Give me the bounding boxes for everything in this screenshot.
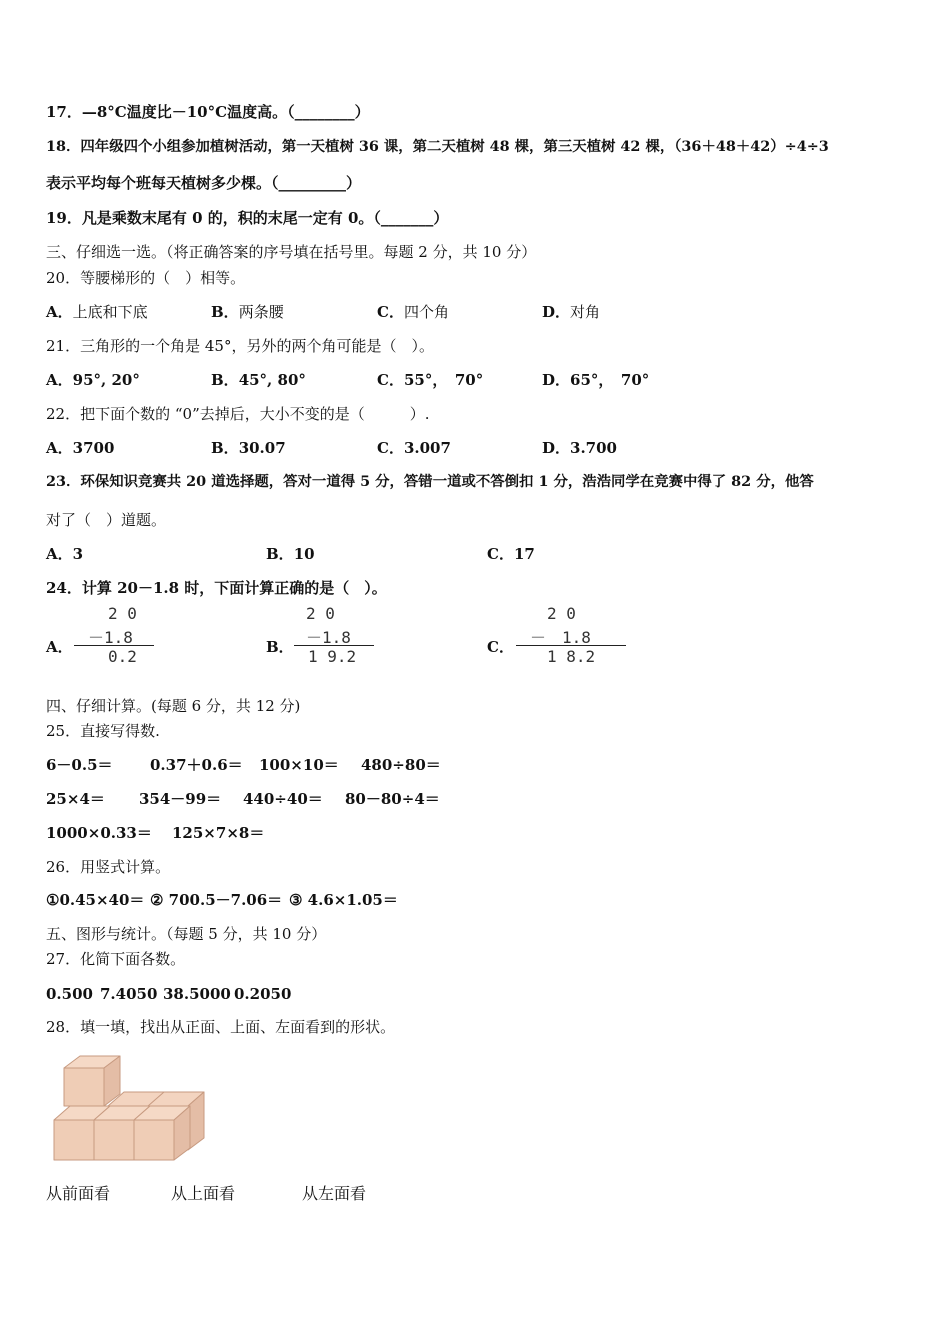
question-18-line1: 18．四年级四个小组参加植树活动，第一天植树 36 课，第二天植树 48 棵，第三天植树 42 棵，（36＋48＋42）÷4÷3 (46, 138, 829, 155)
q25-item: 100×10＝ (259, 756, 339, 774)
question-20-stem: 20．等腰梯形的（ ）相等。 (46, 269, 246, 287)
view-label-top: 从上面看 (171, 1184, 236, 1203)
question-27-stem: 27．化简下面各数。 (46, 950, 186, 968)
view-label-left: 从左面看 (302, 1184, 367, 1203)
q23-option-a: A．3 (46, 545, 84, 563)
q26-item-2: ② 700.5－7.06＝ (150, 891, 283, 909)
q25-item: 25×4＝ (46, 790, 105, 808)
q22-option-b: B．30.07 (211, 439, 286, 457)
q20-option-a: A．上底和下底 (46, 303, 148, 321)
q21-option-b: B．45°, 80° (211, 371, 306, 389)
q22-option-a: A．3700 (46, 439, 115, 457)
q21-option-d: D．65°， 70° (542, 371, 650, 389)
q20-option-c: C．四个角 (377, 303, 449, 321)
q21-option-c: C．55°， 70° (377, 371, 484, 389)
q24-b-result: 1 9.2 (308, 647, 357, 666)
question-24-stem: 24．计算 20－1.8 时，下面计算正确的是（ ）。 (46, 579, 387, 597)
q24-b-top: 2 0 (306, 604, 335, 623)
question-25-stem: 25．直接写得数. (46, 722, 160, 740)
question-28-stem: 28．填一填，找出从正面、上面、左面看到的形状。 (46, 1018, 396, 1036)
q24-c-result: 1 8.2 (547, 647, 596, 666)
q24-b-rule (294, 645, 374, 646)
q20-option-b: B．两条腰 (211, 303, 284, 321)
question-19: 19．凡是乘数末尾有 0 的，积的末尾一定有 0。（_______） (46, 209, 449, 227)
q25-item: 354－99＝ (139, 790, 222, 808)
cube-front-face (54, 1120, 94, 1160)
q24-option-c-label: C． (487, 638, 514, 656)
q24-b-subtrahend: －1.8 (306, 628, 351, 647)
q27-item: 0.500 (46, 985, 93, 1003)
q21-option-a: A．95°, 20° (46, 371, 140, 389)
question-18-line2: 表示平均每个班每天植树多少棵。（_________） (46, 174, 362, 192)
q25-item: 80－80÷4＝ (345, 790, 440, 808)
q20-option-d: D．对角 (542, 303, 601, 321)
cube-front-face (134, 1120, 174, 1160)
q25-item: 480÷80＝ (361, 756, 441, 774)
question-23-line2: 对了（ ）道题。 (46, 511, 167, 529)
q27-item: 0.2050 (234, 985, 292, 1003)
q25-item: 1000×0.33＝ (46, 824, 152, 842)
section-4-heading: 四、仔细计算。(每题 6 分，共 12 分) (46, 697, 301, 715)
q24-c-subtrahend: － 1.8 (530, 628, 591, 647)
cube-stack-figure (48, 1050, 208, 1162)
q22-option-c: C．3.007 (377, 439, 451, 457)
q25-item: 440÷40＝ (243, 790, 323, 808)
q24-option-b-label: B． (266, 638, 294, 656)
q24-a-subtrahend: －1.8 (88, 628, 133, 647)
question-17: 17．—8°C温度比－10°C温度高。（________） (46, 103, 370, 121)
section-3-heading: 三、仔细选一选。（将正确答案的序号填在括号里。每题 2 分，共 10 分） (46, 243, 537, 261)
q25-item: 125×7×8＝ (172, 824, 265, 842)
q24-a-rule (74, 645, 154, 646)
q23-option-b: B．10 (266, 545, 315, 563)
q25-item: 6－0.5＝ (46, 756, 113, 774)
q22-option-d: D．3.700 (542, 439, 617, 457)
section-5-heading: 五、图形与统计。（每题 5 分，共 10 分） (46, 925, 327, 943)
cube-front-face (64, 1068, 104, 1106)
q24-option-a-label: A． (46, 638, 73, 656)
question-21-stem: 21．三角形的一个角是 45°，另外的两个角可能是（ ）。 (46, 337, 434, 355)
q27-item: 38.5000 (163, 985, 231, 1003)
q24-a-top: 2 0 (108, 604, 137, 623)
question-23-line1: 23．环保知识竞赛共 20 道选择题，答对一道得 5 分，答错一道或不答倒扣 1 分，浩浩同学在竞赛中得了 82 分，他答 (46, 473, 814, 490)
q25-item: 0.37＋0.6＝ (150, 756, 243, 774)
q26-item-3: ③ 4.6×1.05＝ (289, 891, 398, 909)
view-label-front: 从前面看 (46, 1184, 111, 1203)
cube-front-face (94, 1120, 134, 1160)
question-26-stem: 26．用竖式计算。 (46, 858, 171, 876)
q27-item: 7.4050 (100, 985, 158, 1003)
q24-a-result: 0.2 (108, 647, 137, 666)
q26-item-1: ①0.45×40＝ (46, 891, 145, 909)
question-22-stem: 22．把下面个数的 “0”去掉后，大小不变的是（ ）. (46, 405, 430, 423)
q23-option-c: C．17 (487, 545, 535, 563)
q24-c-top: 2 0 (547, 604, 576, 623)
q24-c-rule (516, 645, 626, 646)
